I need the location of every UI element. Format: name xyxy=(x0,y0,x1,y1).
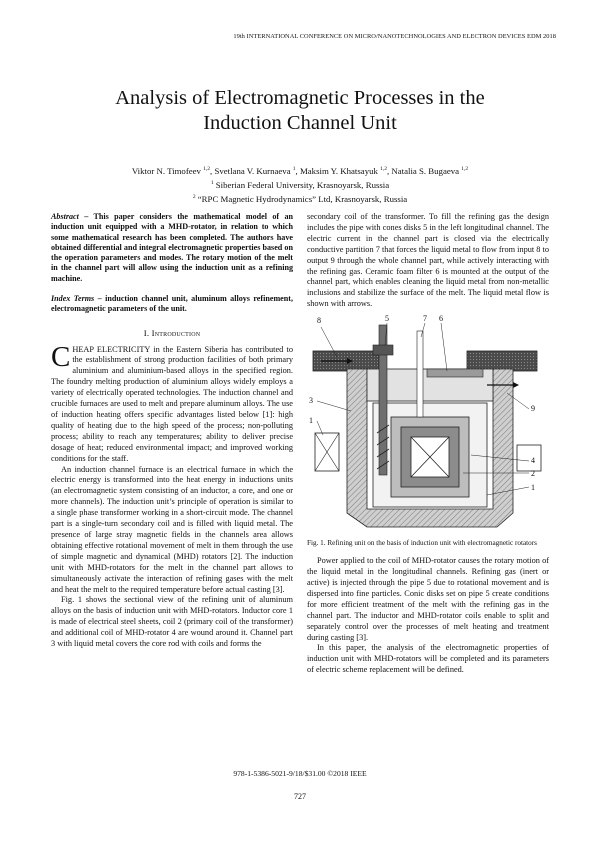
title-line-2: Induction Channel Unit xyxy=(203,112,397,134)
author-name: Natalia S. Bugaeva xyxy=(391,165,460,176)
figure-label: 6 xyxy=(439,314,443,324)
title-line-1: Analysis of Electromagnetic Processes in the xyxy=(115,87,485,109)
pipe-cap xyxy=(373,345,393,355)
author-list: Viktor N. Timofeev $^{1,2}$, Svetlana V. Kurnaeva $^1$, Maksim Y. Khatsayuk $^{1,2}$, Natalia S. Bugaeva $^{1,2}$ xyxy=(131,165,469,176)
figure-label: 9 xyxy=(531,404,535,414)
figure-label: 4 xyxy=(531,456,535,466)
figure-label: 1 xyxy=(531,483,535,493)
figure-label: 8 xyxy=(317,316,321,326)
top-slab-right xyxy=(467,351,537,371)
figure-caption: Fig. 1. Refining unit on the basis of induction unit with electromagnetic rotators xyxy=(307,539,537,548)
right-paragraph-1: secondary coil of the transformer. To fill the refining gas the design includes the pipe with cones disks 5 in the left longitudinal channel. The electric current in the channel part is closed via the electrically conductive partition 7 that forces the liquid metal to flow from input 8 to output 9 through the whole channel part, while actively interacting with the refining gas. Ceramic foam filter 6 is mounted at the output of the channel part, which enables cleaning the liquid metal from non-metallic inclusions and stabilize the surface of the melt. The liquid metal flow is shown with arrows. xyxy=(307,212,549,309)
left-column xyxy=(51,212,293,650)
filter-6 xyxy=(427,369,483,377)
author-affiliation-mark: 1,2 xyxy=(461,166,469,172)
author-name: Maksim Y. Khatsayuk xyxy=(299,165,378,176)
intro-paragraph-2: An induction channel furnace is an electrical furnace in which the electric energy is transformed into the heat energy in inductions units (an electromagnetic system consisting of an inductor, a core, and one or more channels). The induction unit’s principle of operation is similar to a single phase transformer working in a short-circuit mode. The channel part is a single-turn secondary coil and is filled with liquid metal. The presence of large stray magnetic fields in the channels area allows obtaining effective rotational movement of melt in them through the use of simple magnetic and dynamical (MHD) rotators [2]. The induction unit with MHD-rotators for the melt in the channel part allows to simultaneously activate the interaction of refining gases with the melt and heat the melt to the required temperature before actual casting [3]. xyxy=(51,464,293,594)
abstract: Abstract – This paper considers the mathematical model of an induction unit equipped with a MHD-rotator, in relation to which some mathematical research has been completed. The authors have obtained differential and integral electromagnetic properties based on the operation parameters and modes. The rotary motion of the melt in the channel part will allow using the induction unit as a refining machine. xyxy=(51,212,293,283)
author-affiliation-mark: 1,2 xyxy=(380,166,387,172)
figure-label: 2 xyxy=(531,469,535,479)
affiliation-line: $^1$ Siberian Federal University, Krasnoyarsk, Russia xyxy=(210,179,390,190)
conference-header: 19th INTERNATIONAL CONFERENCE ON MICRO/NANOTECHNOLOGIES AND ELECTRON DEVICES EDM 2018 xyxy=(233,33,556,40)
author-affiliation-mark: 1,2 xyxy=(203,166,211,172)
author-affiliation-mark: 1 xyxy=(292,166,296,172)
figure-label: 7 xyxy=(423,314,427,324)
intro-paragraph-1: CHEAP ELECTRICITY in the Eastern Siberia has contributed to the establishment of strong production facilities of both primary aluminium and aluminium-based alloys in the specified region. The foundry melting production of aluminium alloys widely employs a variety of electrically operated technologies. The induction channel and crucible furnaces are used to melt and prepare aluminum alloys. The use of induction heating offers specific advantages listed below [1]: high quality of heating due to the high speed of the process; non-polluting process; ability to reach any temperatures; ability to deliver precise dosage of heat; reduced environmental impact; and improved working conditions for the staff. xyxy=(51,340,293,463)
side-coil-right xyxy=(517,445,541,471)
author-name: Svetlana V. Kurnaeva xyxy=(214,165,291,176)
page-number: 727 xyxy=(294,792,306,801)
figure-label: 1 xyxy=(309,416,313,426)
right-paragraph-2: Power applied to the coil of MHD-rotator causes the rotary motion of the liquid metal in the longitudinal channels. Refining gas (inert or active) is injected through the pipe 5 due to rotational movement and is dispersed into fine particles. Conic disks set on pipe 5 create conditions for more efficient treatment of the melt with the refining gas in the channel part. The inductor and MHD-rotator coils enable to split and separately control over the processes of melt heating and treatment during casting [3]. xyxy=(307,556,549,642)
author-block xyxy=(40,163,560,205)
index-terms-label: Index Terms xyxy=(51,294,95,304)
right-column xyxy=(307,212,549,676)
figure-label: 5 xyxy=(385,314,389,324)
intro-paragraph-3: Fig. 1 shows the sectional view of the refining unit of aluminum alloys on the basis of induction unit with MHD-rotators. Inductor core 1 is made of electrical steel sheets, coil 2 (primary coil of the transformer) and additional coil of MHD-rotator 4 are wound around it. Channel part 3 with liquid metal covers the core rod with coils and forms the xyxy=(51,595,293,649)
figure-label: 3 xyxy=(309,396,313,406)
figure-refining-unit xyxy=(307,313,549,535)
right-paragraph-3: In this paper, the analysis of the electromagnetic properties of induction unit with MHD-rotators will be completed and its parameters of electric scheme replacement will be defined. xyxy=(307,643,549,675)
author-name: Viktor N. Timofeev xyxy=(131,165,201,176)
partition-7 xyxy=(417,331,423,417)
drop-cap: C xyxy=(51,340,71,373)
affiliation-line: $^2$ “RPC Magnetic Hydrodynamics” Ltd, Krasnoyarsk, Russia xyxy=(192,193,408,204)
section-heading: I. Introduction xyxy=(143,327,201,338)
index-terms: Index Terms – induction channel unit, aluminum alloys refinement, electromagnetic parameters of the unit. xyxy=(51,294,293,314)
copyright-footer: 978-1-5386-5021-9/18/$31.00 ©2018 IEEE xyxy=(233,769,367,778)
abstract-label: Abstract xyxy=(51,212,79,221)
paper-title xyxy=(40,86,560,136)
